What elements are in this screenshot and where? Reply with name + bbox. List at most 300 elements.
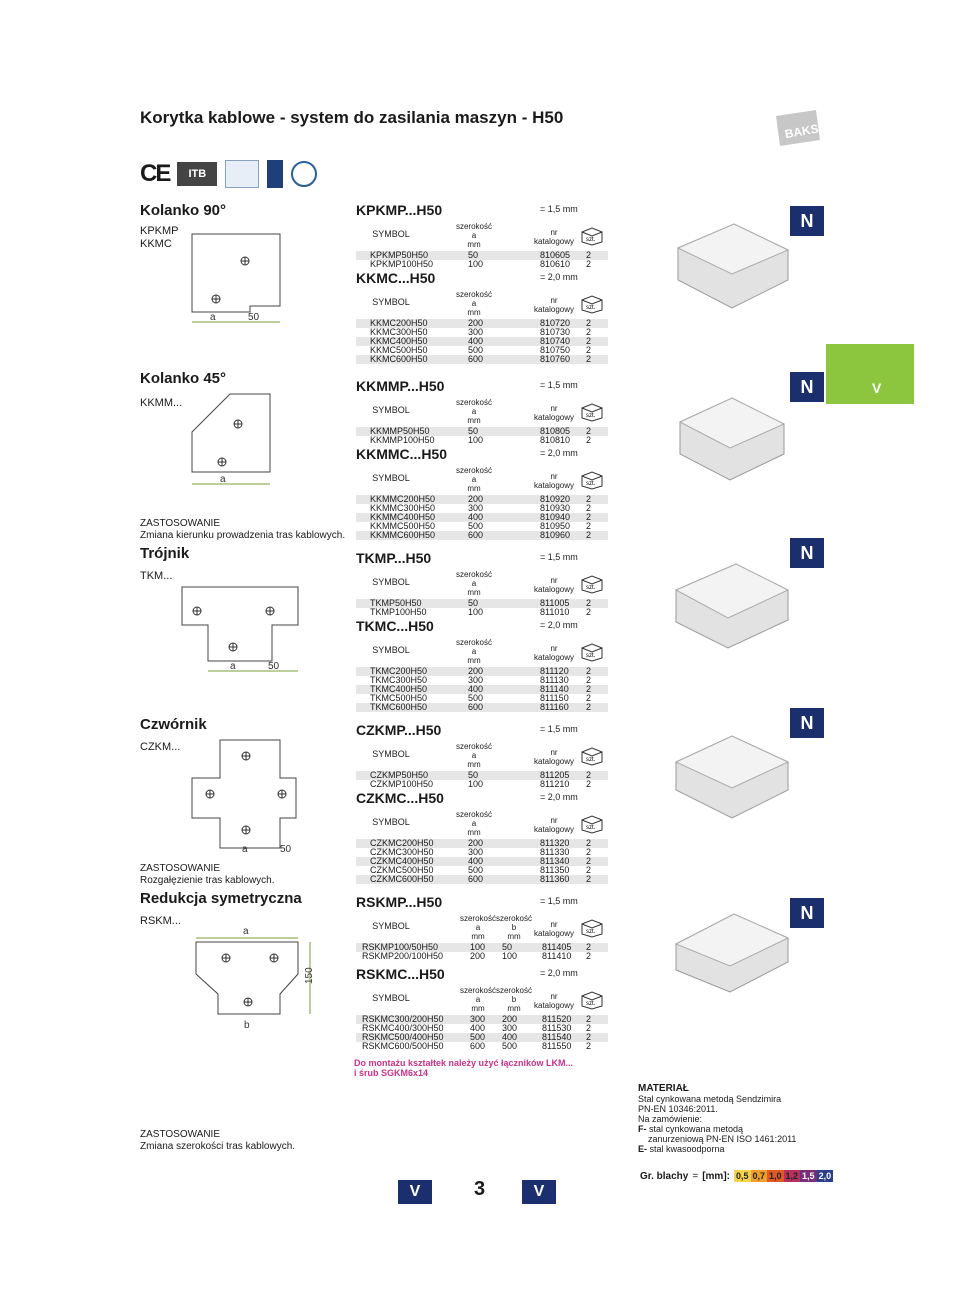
cell-symbol: KKMMC200H50 <box>370 494 436 504</box>
cell-pack-qty: 2 <box>586 327 592 337</box>
column-catalog-header: katalogowy <box>534 929 575 938</box>
cell-pack-qty: 2 <box>586 336 592 346</box>
column-nr-header: nr <box>550 920 558 929</box>
cell-pack-qty: 2 <box>586 598 592 608</box>
package-icon <box>580 294 604 314</box>
cell-catalog-number: 810930 <box>540 503 571 513</box>
cell-width-a: 600 <box>468 874 484 884</box>
column-b-header: b <box>511 995 517 1004</box>
cell-width-b: 50 <box>502 942 513 952</box>
column-mm-header: mm <box>467 416 481 425</box>
cell-symbol: KKMMC300H50 <box>370 503 436 513</box>
package-label: szt. <box>586 413 596 419</box>
cell-catalog-number: 811340 <box>540 856 570 866</box>
cell-width-a: 50 <box>468 250 479 260</box>
table-row <box>356 355 608 364</box>
column-nr-header: nr <box>550 644 558 653</box>
column-mm-header: mm <box>467 656 481 665</box>
cell-pack-qty: 2 <box>586 607 592 617</box>
usage-text: Zmiana szerokości tras kablowych. <box>140 1141 296 1152</box>
cell-symbol: CZKMC500H50 <box>370 865 434 875</box>
finish-letter-N: N <box>790 206 824 236</box>
grade-swatch: 1,5 <box>802 1171 815 1181</box>
package-icon <box>580 574 604 594</box>
column-width-header: szerokość <box>455 398 492 407</box>
column-mm-header: mm <box>467 828 481 837</box>
cell-symbol: TKMC300H50 <box>370 675 428 685</box>
column-catalog-header: katalogowy <box>534 237 575 246</box>
cell-pack-qty: 2 <box>586 702 592 712</box>
material-info <box>638 1084 796 1154</box>
cell-symbol: KKMC300H50 <box>370 327 428 337</box>
package-icon <box>580 642 604 662</box>
column-symbol-header: SYMBOL <box>372 405 410 415</box>
cross-product-image <box>672 728 792 828</box>
column-nr-header: nr <box>550 748 558 757</box>
cell-width-a: 300 <box>468 847 484 857</box>
cell-pack-qty: 2 <box>586 1014 592 1024</box>
material-heading: MATERIAŁ <box>638 1083 689 1094</box>
sheet-grade-legend <box>640 1170 833 1182</box>
cell-width-b: 300 <box>502 1023 518 1033</box>
cell-symbol: RSKMC500/400H50 <box>362 1032 444 1042</box>
cell-catalog-number: 810810 <box>540 435 571 445</box>
cell-symbol: RSKMC300/200H50 <box>362 1014 444 1024</box>
cell-width-a: 300 <box>468 675 484 685</box>
cell-symbol: CZKMP50H50 <box>370 770 429 780</box>
cell-pack-qty: 2 <box>586 779 592 789</box>
column-a-header: a <box>471 231 477 240</box>
cell-pack-qty: 2 <box>586 865 592 875</box>
cell-catalog-number: 811540 <box>542 1032 572 1042</box>
cell-catalog-number: 811520 <box>542 1014 572 1024</box>
usage-redukcja <box>140 1129 295 1153</box>
cell-catalog-number: 810750 <box>540 345 571 355</box>
column-mm-header: mm <box>467 760 481 769</box>
itb-logo: ITB <box>177 162 217 186</box>
table-row <box>356 875 608 884</box>
cell-width-a: 300 <box>468 503 484 513</box>
cell-catalog-number: 811320 <box>540 838 570 848</box>
material-line: PN-EN 10346:2011. <box>638 1104 718 1114</box>
cell-catalog-number: 811405 <box>542 942 572 952</box>
material-line: Stal cynkowana metodą Sendzimira <box>638 1094 782 1104</box>
cell-symbol: TKMC400H50 <box>370 684 428 694</box>
cell-symbol: RSKMP100/50H50 <box>362 942 439 952</box>
cell-catalog-number: 811130 <box>540 675 569 685</box>
cell-symbol: KKMC400H50 <box>370 336 428 346</box>
cell-symbol: TKMP100H50 <box>370 607 427 617</box>
grade-symbol: = <box>692 1170 699 1182</box>
cell-catalog-number: 811410 <box>542 951 572 961</box>
cell-symbol: CZKMP100H50 <box>370 779 434 789</box>
grade-swatches <box>734 1170 833 1182</box>
package-label: szt. <box>586 481 596 487</box>
package-label: szt. <box>586 305 596 311</box>
table-row <box>356 436 608 445</box>
column-mm-header: mm <box>467 240 481 249</box>
column-a-header: a <box>471 819 477 828</box>
cell-width-a: 400 <box>468 512 484 522</box>
column-mm-header: mm <box>467 484 481 493</box>
finish-letter-N: N <box>790 898 824 928</box>
cell-width-a: 100 <box>468 779 484 789</box>
product-heading: KPKMP...H50 <box>356 202 443 218</box>
product-heading: RSKMP...H50 <box>356 894 443 910</box>
cert-seal-icon <box>291 161 317 187</box>
package-icon <box>580 226 604 246</box>
cell-symbol: RSKMC400/300H50 <box>362 1023 444 1033</box>
cell-catalog-number: 811010 <box>540 607 570 617</box>
cell-symbol: TKMC500H50 <box>370 693 428 703</box>
grade-label: Gr. blachy <box>640 1170 689 1182</box>
section-title: Trójnik <box>140 545 190 562</box>
column-width-header: szerokość <box>455 290 492 299</box>
dim-150: 150 <box>304 967 315 984</box>
column-width-header: szerokość <box>455 570 492 579</box>
column-nr-header: nr <box>550 576 558 585</box>
column-mm-header: mm <box>467 588 481 597</box>
column-width-header: szerokość <box>495 986 532 995</box>
section-title: Kolanko 45° <box>140 370 227 387</box>
section-trojnik <box>140 545 189 583</box>
product-heading: TKMP...H50 <box>356 550 432 566</box>
baks-logo <box>772 108 824 148</box>
cell-width-a: 400 <box>468 336 484 346</box>
cell-symbol: KKMMC500H50 <box>370 521 436 531</box>
brand-text: BAKS <box>783 121 820 142</box>
column-nr-header: nr <box>550 472 558 481</box>
column-catalog-header: katalogowy <box>534 585 575 594</box>
dim-a: a <box>220 474 226 485</box>
finish-letter-N: N <box>790 538 824 568</box>
package-label: szt. <box>586 585 596 591</box>
usage-czwornik <box>140 863 275 887</box>
cell-pack-qty: 2 <box>586 874 592 884</box>
cell-pack-qty: 2 <box>586 426 592 436</box>
column-width-header: szerokość <box>459 914 496 923</box>
page-number: 3 <box>474 1178 486 1200</box>
cell-width-a: 400 <box>468 856 484 866</box>
cell-width-b: 500 <box>502 1041 518 1051</box>
cell-catalog-number: 811350 <box>540 865 570 875</box>
section-code: KKMM... <box>140 397 183 409</box>
package-label: szt. <box>586 237 596 243</box>
finish-e-text: stal kwasoodporna <box>649 1144 725 1154</box>
cell-pack-qty: 2 <box>586 942 592 952</box>
product-heading: CZKMP...H50 <box>356 722 442 738</box>
thickness-label: = 1,5 mm <box>540 724 578 734</box>
reducer-product-image <box>672 904 792 1004</box>
cell-catalog-number: 810960 <box>540 530 571 540</box>
thickness-label: = 1,5 mm <box>540 552 578 562</box>
column-nr-header: nr <box>550 296 558 305</box>
cell-catalog-number: 810730 <box>540 327 571 337</box>
cell-catalog-number: 810605 <box>540 250 571 260</box>
cell-pack-qty: 2 <box>586 1041 592 1051</box>
cell-symbol: TKMC200H50 <box>370 666 428 676</box>
finish-e-label: E- <box>638 1144 647 1154</box>
cell-width-a: 400 <box>470 1023 486 1033</box>
grade-swatch: 1,0 <box>769 1171 782 1181</box>
section-code: RSKM... <box>140 915 181 927</box>
column-nr-header: nr <box>550 228 558 237</box>
cell-symbol: CZKMC300H50 <box>370 847 434 857</box>
ce-mark: CE <box>140 160 170 187</box>
table-row <box>356 1042 608 1051</box>
cell-symbol: KPKMP100H50 <box>370 259 434 269</box>
section-title: Czwórnik <box>140 716 207 733</box>
cell-catalog-number: 810720 <box>540 318 571 328</box>
column-catalog-header: katalogowy <box>534 413 575 422</box>
package-label: szt. <box>586 757 596 763</box>
cell-catalog-number: 811150 <box>540 693 569 703</box>
cell-catalog-number: 811210 <box>540 779 570 789</box>
thickness-label: = 2,0 mm <box>540 272 578 282</box>
cell-catalog-number: 810950 <box>540 521 571 531</box>
cell-pack-qty: 2 <box>586 1023 592 1033</box>
cell-catalog-number: 811550 <box>542 1041 572 1051</box>
cell-pack-qty: 2 <box>586 512 592 522</box>
cell-symbol: KKMC600H50 <box>370 354 428 364</box>
column-symbol-header: SYMBOL <box>372 817 410 827</box>
grade-swatch: 0,7 <box>752 1171 766 1181</box>
cell-catalog-number: 810610 <box>540 259 571 269</box>
cell-pack-qty: 2 <box>586 675 592 685</box>
note-line: i śrub SGKM6x14 <box>354 1068 429 1078</box>
column-a-header: a <box>475 923 481 932</box>
column-a-header: a <box>471 407 477 416</box>
cell-width-a: 500 <box>468 693 484 703</box>
thickness-label: = 1,5 mm <box>540 380 578 390</box>
column-width-header: szerokość <box>495 914 532 923</box>
package-icon <box>580 814 604 834</box>
dim-a: a <box>210 312 216 323</box>
column-mm-header: mm <box>467 308 481 317</box>
finish-V-badge <box>826 344 914 404</box>
column-catalog-header: katalogowy <box>534 825 575 834</box>
column-symbol-header: SYMBOL <box>372 297 410 307</box>
section-title: Kolanko 90° <box>140 202 227 219</box>
section-code: KKMC <box>140 238 172 250</box>
column-a-header: a <box>471 751 477 760</box>
section-title: Redukcja symetryczna <box>140 890 302 907</box>
cell-width-a: 100 <box>468 607 484 617</box>
cell-width-a: 200 <box>468 494 484 504</box>
table-row <box>356 703 608 712</box>
column-nr-header: nr <box>550 816 558 825</box>
note-line: Do montażu kształtek należy użyć łączników LKM... <box>354 1058 574 1068</box>
cell-catalog-number: 811140 <box>540 684 569 694</box>
column-symbol-header: SYMBOL <box>372 229 410 239</box>
cell-catalog-number: 811005 <box>540 598 570 608</box>
cross-drawing <box>190 738 300 858</box>
column-nr-header: nr <box>550 992 558 1001</box>
table-row <box>356 260 608 269</box>
dim-50: 50 <box>268 661 280 672</box>
column-width-header: szerokość <box>455 810 492 819</box>
tee-drawing <box>180 585 300 675</box>
cell-symbol: KKMC200H50 <box>370 318 428 328</box>
product-heading: RSKMC...H50 <box>356 966 445 982</box>
elbow90-product-image <box>672 218 792 318</box>
cell-pack-qty: 2 <box>586 693 592 703</box>
usage-kolanko45 <box>140 518 345 542</box>
usage-text: Zmiana kierunku prowadzenia tras kablowych. <box>140 530 346 541</box>
cell-width-a: 500 <box>468 865 484 875</box>
product-heading: KKMMC...H50 <box>356 446 448 462</box>
usage-label: ZASTOSOWANIE <box>140 518 221 529</box>
certification-logos <box>140 160 317 188</box>
finish-f-label: F- <box>638 1124 647 1134</box>
cell-pack-qty: 2 <box>586 318 592 328</box>
package-icon <box>580 470 604 490</box>
cell-width-a: 600 <box>468 354 484 364</box>
grade-swatch: 2,0 <box>818 1171 832 1181</box>
thickness-label: = 2,0 mm <box>540 968 578 978</box>
cell-width-a: 300 <box>470 1014 486 1024</box>
column-a-header: a <box>471 579 477 588</box>
package-label: szt. <box>586 825 596 831</box>
column-symbol-header: SYMBOL <box>372 473 410 483</box>
cell-width-a: 200 <box>470 951 486 961</box>
tee-product-image <box>672 560 792 660</box>
package-label: szt. <box>586 1001 596 1007</box>
column-width-header: szerokość <box>455 638 492 647</box>
product-heading: KKMC...H50 <box>356 270 436 286</box>
thickness-label: = 1,5 mm <box>540 204 578 214</box>
thickness-label: = 2,0 mm <box>540 620 578 630</box>
cell-pack-qty: 2 <box>586 530 592 540</box>
cell-width-a: 200 <box>468 666 484 676</box>
page-title: Korytka kablowe - system do zasilania maszyn - H50 <box>140 108 564 127</box>
product-heading: KKMMP...H50 <box>356 378 445 394</box>
cert-badge-icon <box>225 160 259 188</box>
cell-pack-qty: 2 <box>586 951 592 961</box>
cell-pack-qty: 2 <box>586 847 592 857</box>
table-row <box>356 780 608 789</box>
section-code: TKM... <box>140 570 173 582</box>
cell-catalog-number: 810805 <box>540 426 571 436</box>
cell-symbol: CZKMC400H50 <box>370 856 434 866</box>
finish-letter-N: N <box>790 708 824 738</box>
usage-text: Rozgałęzienie tras kablowych. <box>140 875 275 886</box>
column-a-header: a <box>475 995 481 1004</box>
cell-pack-qty: 2 <box>586 435 592 445</box>
cell-catalog-number: 811330 <box>540 847 570 857</box>
column-symbol-header: SYMBOL <box>372 749 410 759</box>
table-row <box>356 608 608 617</box>
cell-symbol: KPKMP50H50 <box>370 250 429 260</box>
cell-width-a: 600 <box>468 702 484 712</box>
cell-width-a: 50 <box>468 426 479 436</box>
dim-a: a <box>230 661 236 672</box>
cell-width-a: 200 <box>468 318 484 328</box>
cell-catalog-number: 811530 <box>542 1023 572 1033</box>
cell-catalog-number: 811160 <box>540 702 569 712</box>
column-b-header: b <box>511 923 517 932</box>
cell-width-a: 500 <box>470 1032 486 1042</box>
cell-symbol: KKMMP100H50 <box>370 435 435 445</box>
column-mm-header: mm <box>507 932 521 941</box>
cell-width-b: 400 <box>502 1032 518 1042</box>
cell-pack-qty: 2 <box>586 856 592 866</box>
cell-symbol: RSKMC600/500H50 <box>362 1041 444 1051</box>
finish-letter-V: V <box>872 380 882 396</box>
package-label: szt. <box>586 653 596 659</box>
cell-width-a: 100 <box>468 259 484 269</box>
finish-f-text: stal cynkowana metodą <box>649 1124 744 1134</box>
cell-width-b: 200 <box>502 1014 518 1024</box>
grade-swatch: 0,5 <box>735 1171 749 1181</box>
footer-V-left: V <box>398 1180 432 1204</box>
cell-catalog-number: 810760 <box>540 354 571 364</box>
material-line: Na zamówienie: <box>638 1114 703 1124</box>
cell-catalog-number: 811120 <box>540 666 569 676</box>
column-symbol-header: SYMBOL <box>372 645 410 655</box>
column-a-header: a <box>471 299 477 308</box>
dim-a: a <box>243 926 249 937</box>
section-code: KPKMP <box>140 225 179 237</box>
cell-pack-qty: 2 <box>586 684 592 694</box>
thickness-label: = 2,0 mm <box>540 792 578 802</box>
cell-pack-qty: 2 <box>586 494 592 504</box>
cert-badge-icon <box>267 160 283 188</box>
elbow45-product-image <box>672 388 792 488</box>
thickness-label: = 1,5 mm <box>540 896 578 906</box>
product-heading: TKMC...H50 <box>356 618 434 634</box>
package-icon <box>580 918 604 938</box>
cell-symbol: CZKMC600H50 <box>370 874 434 884</box>
table-row <box>356 952 608 961</box>
cell-pack-qty: 2 <box>586 838 592 848</box>
finish-letter-N: N <box>790 372 824 402</box>
cell-pack-qty: 2 <box>586 1032 592 1042</box>
cell-width-a: 100 <box>470 942 486 952</box>
section-redukcja <box>140 890 302 928</box>
column-symbol-header: SYMBOL <box>372 993 410 1003</box>
cell-symbol: KKMMC400H50 <box>370 512 436 522</box>
footer-V-right: V <box>522 1180 556 1204</box>
package-icon <box>580 990 604 1010</box>
cell-symbol: TKMP50H50 <box>370 598 422 608</box>
column-width-header: szerokość <box>455 222 492 231</box>
cell-symbol: KKMMC600H50 <box>370 530 436 540</box>
column-width-header: szerokość <box>459 986 496 995</box>
cell-catalog-number: 810740 <box>540 336 571 346</box>
cell-width-b: 100 <box>502 951 518 961</box>
product-heading: CZKMC...H50 <box>356 790 444 806</box>
column-nr-header: nr <box>550 404 558 413</box>
finish-f-text2: zanurzeniową PN-EN ISO 1461:2011 <box>648 1134 797 1144</box>
cell-catalog-number: 810940 <box>540 512 571 522</box>
cell-width-a: 100 <box>468 435 484 445</box>
column-catalog-header: katalogowy <box>534 757 575 766</box>
cell-symbol: RSKMP200/100H50 <box>362 951 444 961</box>
cell-symbol: KKMC500H50 <box>370 345 428 355</box>
usage-label: ZASTOSOWANIE <box>140 863 221 874</box>
cell-catalog-number: 811205 <box>540 770 570 780</box>
grade-swatch: 1,2 <box>785 1171 799 1181</box>
cell-width-a: 400 <box>468 684 484 694</box>
cell-pack-qty: 2 <box>586 345 592 355</box>
cell-pack-qty: 2 <box>586 354 592 364</box>
cell-width-a: 50 <box>468 598 479 608</box>
cell-width-a: 500 <box>468 521 484 531</box>
column-symbol-header: SYMBOL <box>372 921 410 931</box>
column-a-header: a <box>471 647 477 656</box>
cell-symbol: KKMMP50H50 <box>370 426 430 436</box>
